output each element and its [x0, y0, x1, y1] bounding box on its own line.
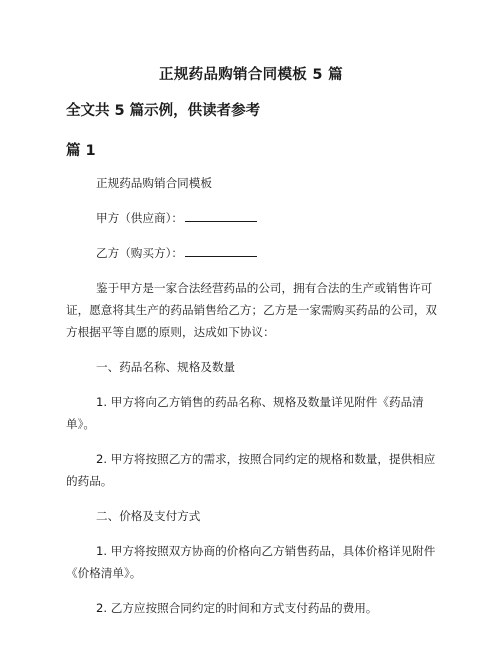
contract-body — [66, 172, 438, 632]
party-b-blank — [185, 244, 257, 257]
document-subtitle: 全文共 5 篇示例，供读者参考 — [66, 103, 261, 119]
clause-2-item-2: 2. 乙方应按照合同约定的时间和方式支付药品的费用。 — [96, 601, 378, 615]
clause-1-heading: 一、药品名称、规格及数量 — [96, 360, 236, 374]
party-a-line — [66, 207, 438, 229]
document-title: 正规药品购销合同模板 5 篇 — [159, 67, 343, 83]
party-a-label: 甲方（供应商）： — [96, 211, 183, 225]
party-a-blank — [185, 209, 257, 222]
section-heading: 篇 1 — [66, 143, 96, 159]
clause-2-heading: 二、价格及支付方式 — [96, 509, 201, 523]
contract-title: 正规药品购销合同模板 — [96, 176, 212, 190]
party-b-label: 乙方（购买方）： — [96, 246, 183, 260]
clause-1-item-2: 2. 甲方将按照乙方的需求，按照合同约定的规格和数量，提供相应的药品。 — [66, 452, 436, 488]
clause-1-item-1: 1. 甲方将向乙方销售的药品名称、规格及数量详见附件《药品清单》。 — [66, 395, 424, 431]
clause-2-item-1: 1. 甲方将按照双方协商的价格向乙方销售药品，具体价格详见附件《价格清单》。 — [66, 544, 436, 580]
party-b-line — [66, 242, 438, 264]
preamble-paragraph: 鉴于甲方是一家合法经营药品的公司，拥有合法的生产或销售许可证，愿意将其生产的药品销售给乙方；乙方是一家需购买药品的公司，双方根据平等自愿的原则，达成如下协议： — [66, 281, 438, 339]
